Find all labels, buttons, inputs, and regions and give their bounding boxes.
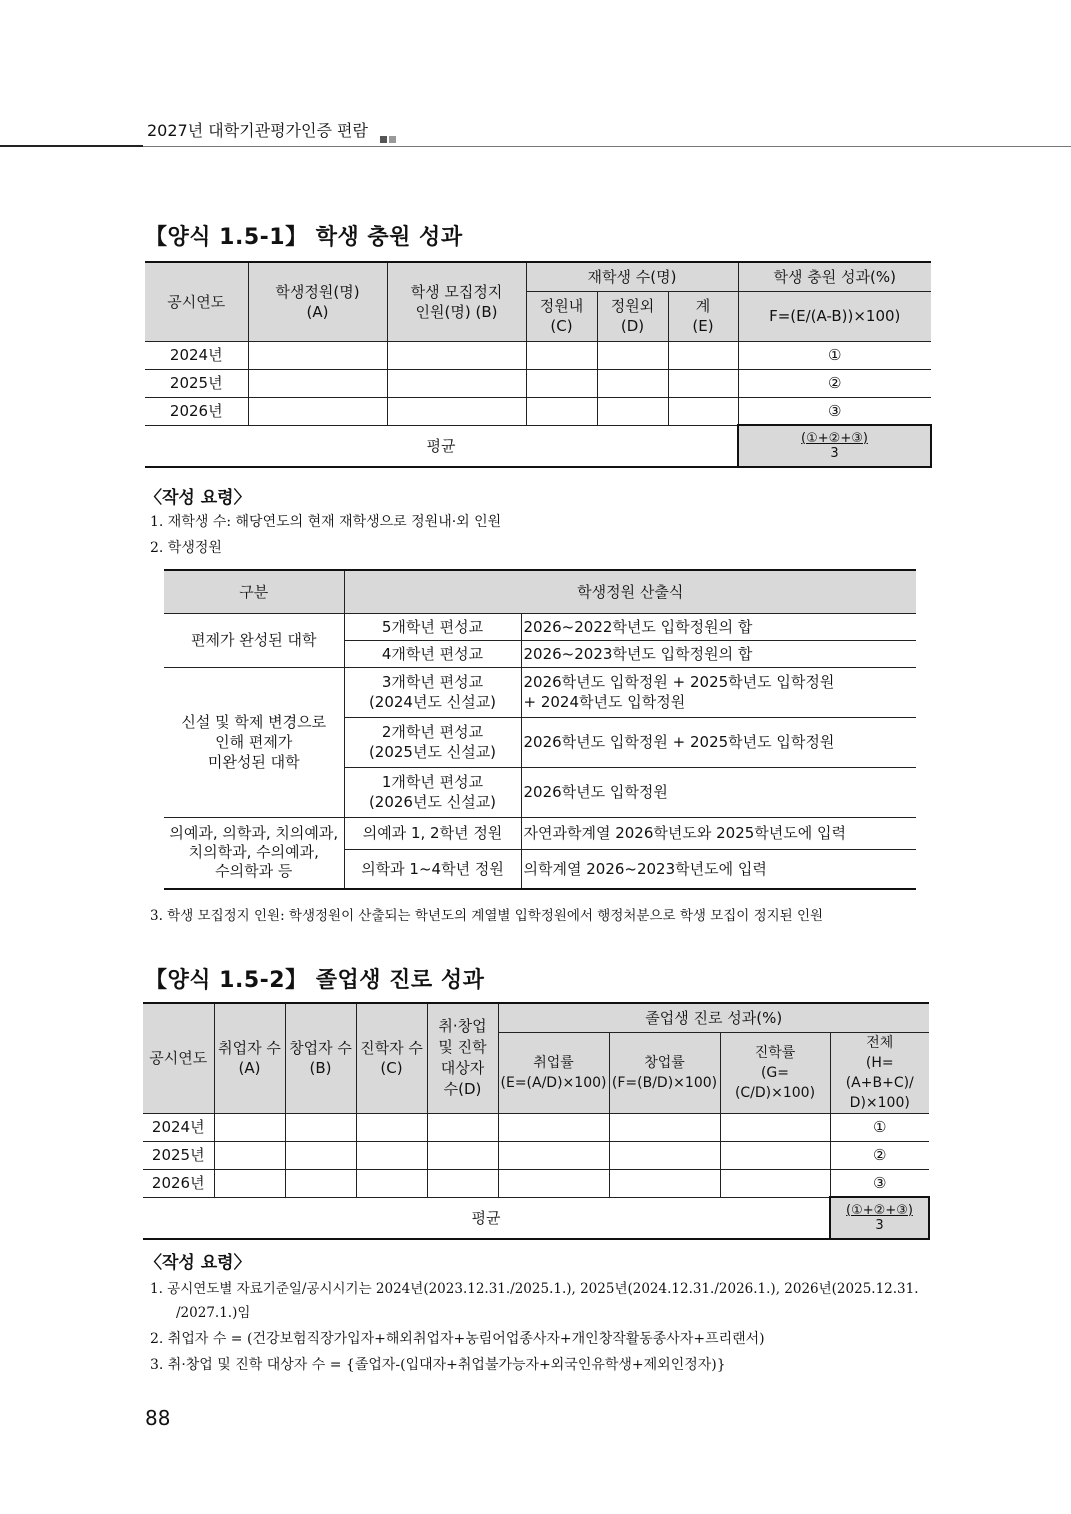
guide2-note3: 3. 취·창업 및 진학 대상자 수 = {졸업자-(입대자+취업불가능자+외국인유학생+제외인정자)} <box>150 1357 726 1373</box>
form2-h-grad-rate: 진학률 (G=(C/D)×100) <box>720 1032 830 1113</box>
page-header <box>0 0 1071 150</box>
form1-year-cell: 2024년 <box>145 341 248 369</box>
page-number: 88 <box>145 1406 171 1430</box>
form1-title: 【양식 1.5-1】 학생 충원 성과 <box>145 225 463 250</box>
table-row <box>145 369 931 397</box>
form1-h-total: 계 (E) <box>668 291 738 341</box>
guide2-note1a: 1. 공시연도별 자료기준일/공시시기는 2024년(2023.12.31./2025.1.), 2025년(2024.12.31./2026.1.), 2026년(2025.12.31. <box>150 1281 919 1297</box>
header-square-icons <box>380 128 398 147</box>
quota-formula-cell: 2026학년도 입학정원 <box>521 767 916 817</box>
form2-h-grad: 진학자 수 (C) <box>356 1003 427 1113</box>
form2-h-emp-rate: 취업률 (E=(A/D)×100) <box>498 1032 609 1113</box>
guide1-note2: 2. 학생정원 <box>150 540 222 556</box>
form1-h-out: 정원외 (D) <box>597 291 668 341</box>
guide1-title: 〈작성 요령〉 <box>145 488 251 508</box>
form2-avg-num: (①+②+③) <box>846 1202 913 1218</box>
form2-h-year: 공시연도 <box>143 1003 214 1113</box>
form2-h-emp: 취업자 수 (A) <box>214 1003 285 1113</box>
quota-type-cell: 3개학년 편성교 (2024년도 신설교) <box>344 667 521 717</box>
form1-mark-cell: ① <box>738 341 931 369</box>
quota-h-category: 구분 <box>164 570 344 613</box>
quota-type-cell: 의예과 1, 2학년 정원 <box>344 817 521 849</box>
guide2-note2: 2. 취업자 수 = (건강보험직장가입자+해외취업자+농림어업종사자+개인창작활동종사자+프리랜서) <box>150 1331 765 1347</box>
form1-avg-label: 평균 <box>145 425 738 467</box>
form1-mark-cell: ② <box>738 369 931 397</box>
form2-avg-label: 평균 <box>143 1197 830 1239</box>
quota-type-cell: 5개학년 편성교 <box>344 613 521 640</box>
quota-type-cell: 4개학년 편성교 <box>344 640 521 667</box>
form1-h-quota: 학생정원(명) (A) <box>248 262 387 341</box>
table-row <box>145 341 931 369</box>
quota-type-cell: 2개학년 편성교 (2025년도 신설교) <box>344 717 521 767</box>
form2-h-total: 전체 (H=(A+B+C)/ D)×100) <box>830 1032 929 1113</box>
form1-avg-den: 3 <box>830 445 839 461</box>
header-title: 2027년 대학기관평가인증 편람 <box>147 121 368 140</box>
header-rule-thin <box>143 146 1071 147</box>
form1-year-cell: 2025년 <box>145 369 248 397</box>
quota-g1-label: 편제가 완성된 대학 <box>164 613 344 667</box>
guide1-note1: 1. 재학생 수: 해당연도의 현재 재학생으로 정원내·외 인원 <box>150 514 502 530</box>
form1-table <box>145 261 932 468</box>
quota-table <box>164 569 916 890</box>
quota-type-cell: 의학과 1~4학년 정원 <box>344 849 521 889</box>
form1-h-enrolled: 재학생 수(명) <box>526 262 738 291</box>
form1-year-cell: 2026년 <box>145 397 248 425</box>
form1-avg-formula <box>738 425 931 467</box>
form1-mark-cell: ③ <box>738 397 931 425</box>
guide2-title: 〈작성 요령〉 <box>145 1253 251 1273</box>
table-row <box>145 397 931 425</box>
form2-mark-cell: ① <box>830 1113 929 1141</box>
table-row <box>143 1113 929 1141</box>
quota-h-formula: 학생정원 산출식 <box>344 570 916 613</box>
guide2-note1b: /2027.1.)임 <box>176 1305 251 1321</box>
form2-mark-cell: ② <box>830 1141 929 1169</box>
form2-year-cell: 2025년 <box>143 1141 214 1169</box>
form1-h-stopped: 학생 모집정지 인원(명) (B) <box>387 262 526 341</box>
form2-h-startup-rate: 창업률 (F=(B/D)×100) <box>609 1032 720 1113</box>
form2-table <box>143 1002 930 1240</box>
form2-mark-cell: ③ <box>830 1169 929 1197</box>
table-row <box>143 1141 929 1169</box>
form2-title: 【양식 1.5-2】 졸업생 진로 성과 <box>145 968 485 993</box>
form2-year-cell: 2026년 <box>143 1169 214 1197</box>
form2-avg-formula <box>830 1197 929 1239</box>
form1-h-rate: 학생 충원 성과(%) <box>738 262 931 291</box>
table-row <box>143 1169 929 1197</box>
quota-g3-label: 의예과, 의학과, 치의예과, 치의학과, 수의예과, 수의학과 등 <box>164 817 344 889</box>
form1-h-year: 공시연도 <box>145 262 248 341</box>
quota-formula-cell: 자연과학계열 2026학년도와 2025학년도에 입력 <box>521 817 916 849</box>
form2-year-cell: 2024년 <box>143 1113 214 1141</box>
form1-avg-num: (①+②+③) <box>801 430 868 446</box>
quota-formula-cell: 2026학년도 입학정원 + 2025학년도 입학정원 <box>521 717 916 767</box>
form2-h-target: 취·창업 및 진학 대상자 수(D) <box>427 1003 498 1113</box>
quota-g2-label: 신설 및 학제 변경으로 인해 편제가 미완성된 대학 <box>164 667 344 817</box>
quota-type-cell: 1개학년 편성교 (2026년도 신설교) <box>344 767 521 817</box>
form2-avg-den: 3 <box>875 1217 884 1233</box>
header-rule-thick <box>0 145 143 147</box>
form1-h-formula: F=(E/(A-B))×100) <box>738 291 931 341</box>
guide1-note3: 3. 학생 모집정지 인원: 학생정원이 산출되는 학년도의 계열별 입학정원에서 행정처분으로 학생 모집이 정지된 인원 <box>150 908 824 924</box>
quota-formula-cell: 2026~2023학년도 입학정원의 합 <box>521 640 916 667</box>
form2-h-perf: 졸업생 진로 성과(%) <box>498 1003 929 1032</box>
quota-formula-cell: 2026학년도 입학정원 + 2025학년도 입학정원 + 2024학년도 입학정원 <box>521 667 916 717</box>
quota-formula-cell: 2026~2022학년도 입학정원의 합 <box>521 613 916 640</box>
form2-h-startup: 창업자 수 (B) <box>285 1003 356 1113</box>
form1-h-in: 정원내 (C) <box>526 291 597 341</box>
quota-formula-cell: 의학계열 2026~2023학년도에 입력 <box>521 849 916 889</box>
